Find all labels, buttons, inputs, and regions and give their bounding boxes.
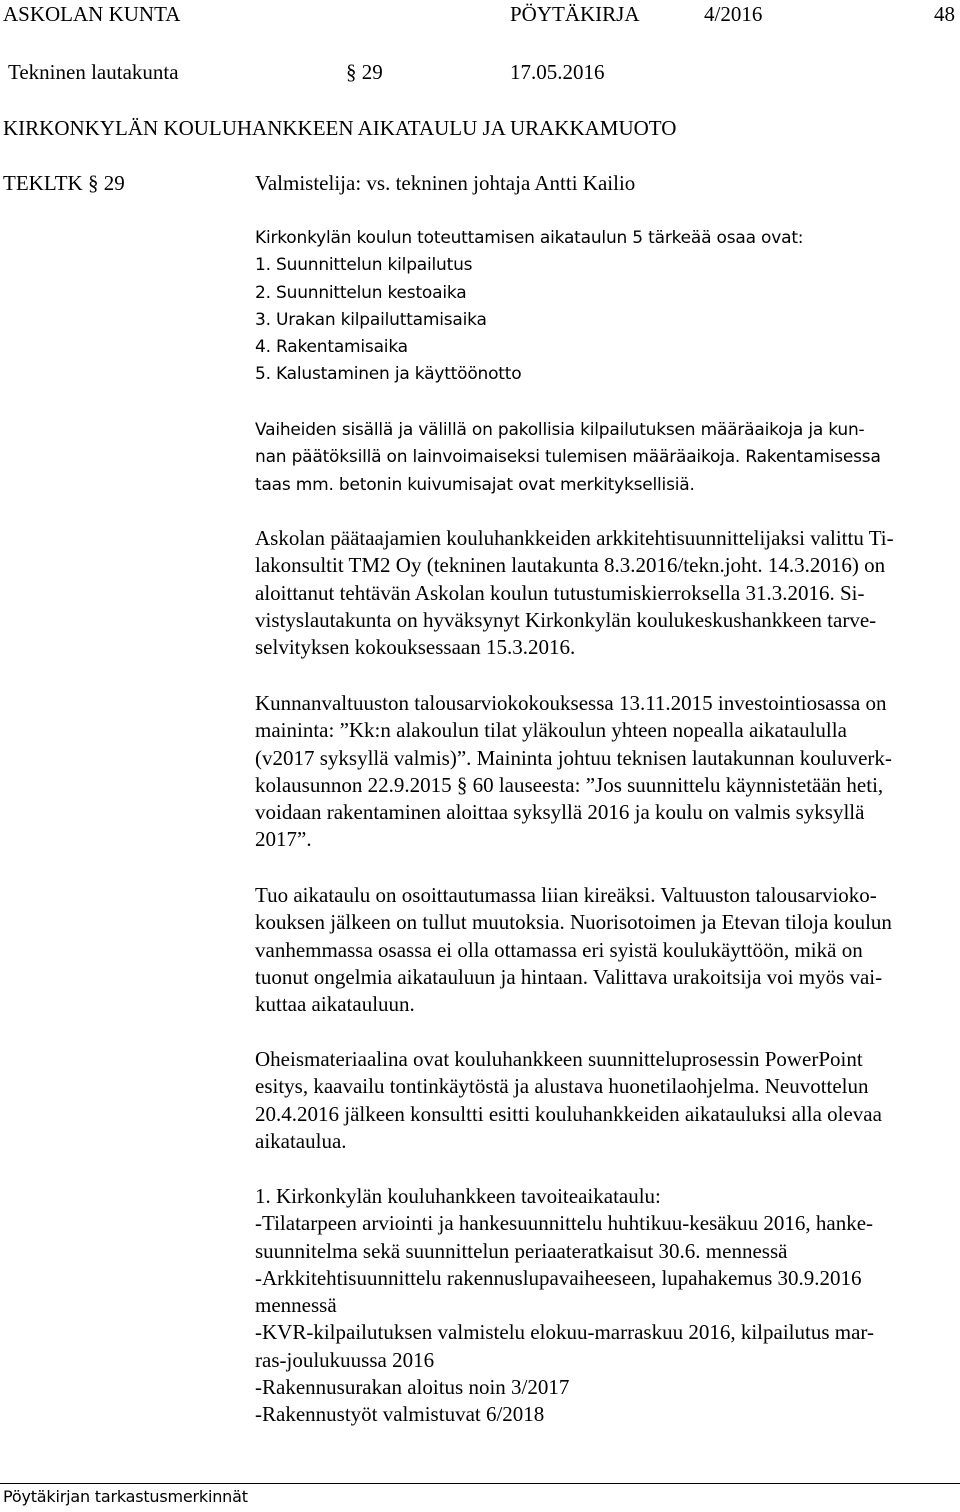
paragraph-line: kolausunnon 22.9.2015 § 60 lauseesta: ”Jos suunnittelu käynnistetään heti, bbox=[255, 772, 884, 797]
municipality-name: ASKOLAN KUNTA bbox=[3, 2, 181, 26]
paragraph-line: 2017”. bbox=[255, 827, 312, 852]
paragraph-architect bbox=[255, 525, 955, 661]
paragraph-line: kouksen jälkeen on tullut muutoksia. Nuorisotoimen ja Etevan tiloja koulun bbox=[255, 910, 892, 935]
list-item: 1. Suunnittelun kilpailutus bbox=[255, 255, 473, 276]
preparer-line: Valmistelija: vs. tekninen johtaja Antti Kailio bbox=[255, 171, 636, 195]
list-item: 5. Kalustaminen ja käyttöönotto bbox=[255, 364, 522, 385]
paragraph-line: 20.4.2016 jälkeen konsultti esitti kouluhankkeiden aikatauluksi alla olevaa bbox=[255, 1101, 882, 1126]
paragraph-line: vanhemmassa osassa ei olla ottamassa eri syistä koulukäyttöön, mikä on bbox=[255, 937, 863, 962]
paragraph-line: esitys, kaavailu tontinkäytöstä ja alustava huonetilaohjelma. Neuvottelun bbox=[255, 1074, 869, 1099]
paragraph-line: Tuo aikataulu on osoittautumassa liian kireäksi. Valtuuston talousarvioko- bbox=[255, 883, 877, 907]
paragraph-council-budget bbox=[255, 690, 955, 854]
paragraph-line: (v2017 syksyllä valmis)”. Maininta johtuu teknisen lautakunnan kouluverk- bbox=[255, 745, 892, 770]
schedule-line: -Tilatarpeen arviointi ja hankesuunnittelu huhtikuu-kesäkuu 2016, hanke- bbox=[255, 1211, 874, 1236]
document-type: PÖYTÄKIRJA bbox=[510, 2, 640, 26]
paragraph-line: tuonut ongelmia aikatauluun ja hintaan. Valittava urakoitsija voi myös vai- bbox=[255, 964, 883, 989]
schedule-line: -Rakennusurakan aloitus noin 3/2017 bbox=[255, 1375, 570, 1400]
intro-lead: Kirkonkylän koulun toteuttamisen aikataulun 5 tärkeää osaa ovat: bbox=[255, 228, 804, 248]
paragraph-schedule-tight bbox=[255, 882, 955, 1018]
page-number: 48 bbox=[934, 2, 955, 26]
list-item: 2. Suunnittelun kestoaika bbox=[255, 282, 467, 303]
paragraph-line: taas mm. betonin kuivumisajat ovat merkityksellisiä. bbox=[255, 474, 695, 495]
paragraph-deadlines bbox=[255, 417, 955, 499]
item-reference: TEKLTK § 29 bbox=[3, 171, 125, 195]
list-item: 4. Rakentamisaika bbox=[255, 337, 408, 358]
paragraph-line: selvityksen kokouksessaan 15.3.2016. bbox=[255, 635, 576, 660]
document-number: 4/2016 bbox=[704, 2, 763, 26]
paragraph-line: aikataulua. bbox=[255, 1128, 347, 1153]
schedule-line: -Arkkitehtisuunnittelu rakennuslupavaiheeseen, lupahakemus 30.9.2016 bbox=[255, 1265, 862, 1290]
paragraph-attachments bbox=[255, 1046, 955, 1155]
paragraph-line: lakonsultit TM2 Oy (tekninen lautakunta 8.3.2016/tekn.joht. 14.3.2016) on bbox=[255, 553, 886, 578]
schedule-heading: 1. Kirkonkylän kouluhankkeen tavoiteaikataulu: bbox=[255, 1184, 661, 1208]
paragraph-line: Vaiheiden sisällä ja välillä on pakollisia kilpailutuksen määräaikoja ja kun- bbox=[255, 420, 865, 440]
paragraph-line: kuttaa aikatauluun. bbox=[255, 992, 415, 1017]
paragraph-line: Askolan päätaajamien kouluhankkeiden arkkitehtisuunnittelijaksi valittu Ti- bbox=[255, 526, 894, 550]
paragraph-line: Oheismateriaalina ovat kouluhankkeen suunnitteluprosessin PowerPoint bbox=[255, 1047, 863, 1071]
schedule-line: ras-joulukuussa 2016 bbox=[255, 1347, 435, 1372]
paragraph-line: voidaan rakentaminen aloittaa syksyllä 2016 ja koulu on valmis syksyllä bbox=[255, 800, 865, 825]
committee-name: Tekninen lautakunta bbox=[8, 60, 179, 84]
paragraph-line: maininta: ”Kk:n alakoulun tilat yläkoulun yhteen nopealla aikataululla bbox=[255, 718, 847, 743]
target-schedule bbox=[255, 1183, 955, 1429]
schedule-line: -Rakennustyöt valmistuvat 6/2018 bbox=[255, 1402, 545, 1427]
paragraph-line: aloittanut tehtävän Askolan koulun tutustumiskierroksella 31.3.2016. Si- bbox=[255, 580, 865, 605]
section-number: § 29 bbox=[346, 60, 383, 84]
paragraph-line: vistyslautakunta on hyväksynyt Kirkonkylän koulukeskushankkeen tarve- bbox=[255, 607, 877, 632]
schedule-line: mennessä bbox=[255, 1293, 337, 1318]
item-title: KIRKONKYLÄN KOULUHANKKEEN AIKATAULU JA URAKKAMUOTO bbox=[3, 116, 677, 140]
schedule-line: suunnitelma sekä suunnittelun periaateratkaisut 30.6. mennessä bbox=[255, 1238, 788, 1263]
intro-section bbox=[255, 225, 955, 389]
footer-label: Pöytäkirjan tarkastusmerkinnät bbox=[3, 1487, 248, 1506]
paragraph-line: nan päätöksillä on lainvoimaiseksi tulemisen määräaikoja. Rakentamisessa bbox=[255, 447, 881, 468]
meeting-date: 17.05.2016 bbox=[510, 60, 605, 84]
list-item: 3. Urakan kilpailuttamisaika bbox=[255, 309, 487, 330]
schedule-line: -KVR-kilpailutuksen valmistelu elokuu-marraskuu 2016, kilpailutus mar- bbox=[255, 1320, 874, 1345]
paragraph-line: Kunnanvaltuuston talousarviokokouksessa 13.11.2015 investointiosassa on bbox=[255, 691, 887, 715]
